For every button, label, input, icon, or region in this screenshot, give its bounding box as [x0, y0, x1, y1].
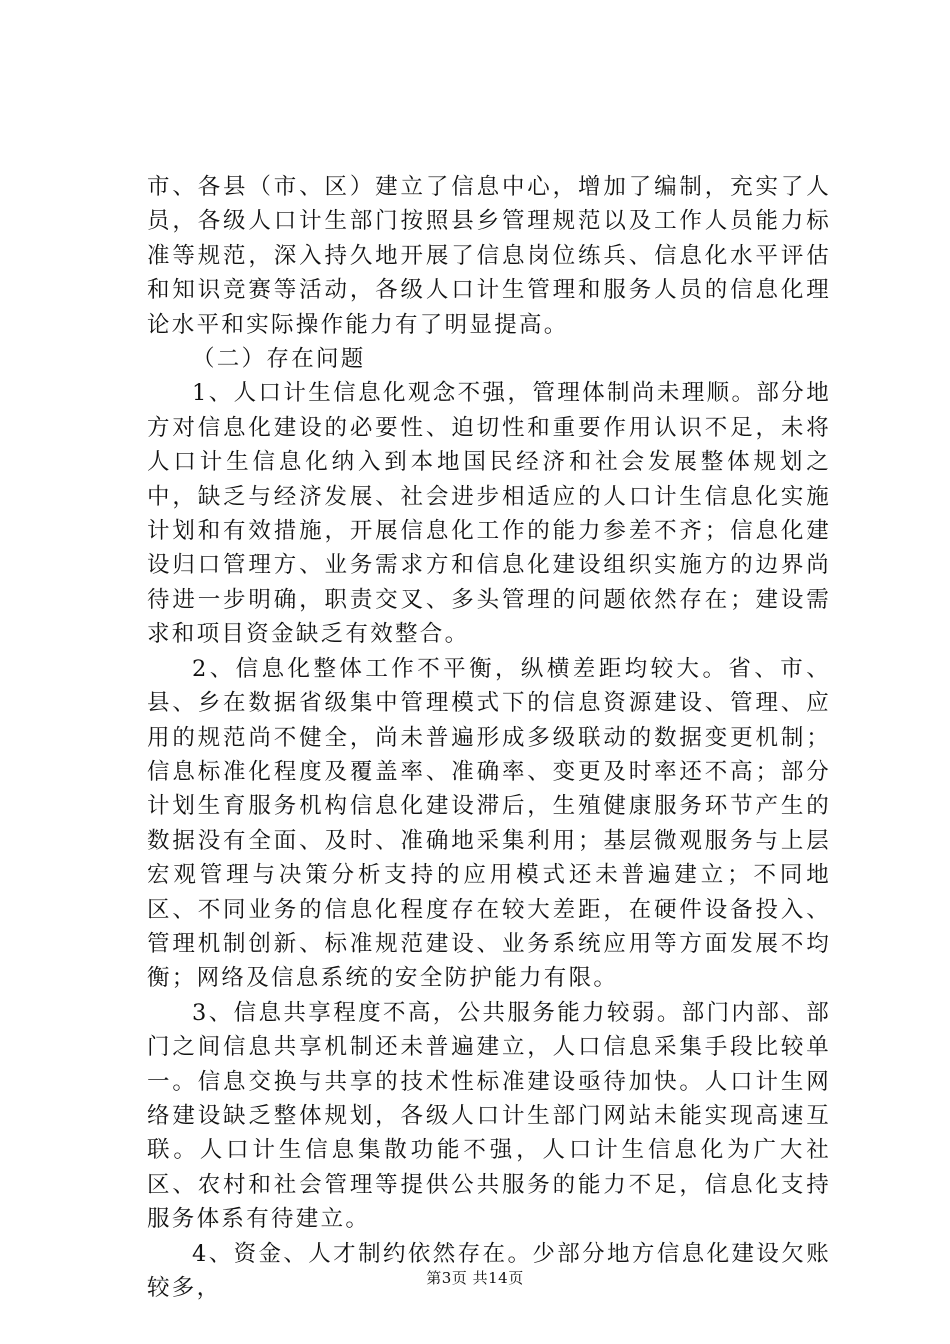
paragraph-problem-1: 1、人口计生信息化观念不强，管理体制尚未理顺。部分地方对信息化建设的必要性、迫切性和重要作用认识不足，未将人口计生信息化纳入到本地国民经济和社会发展整体规划之中，缺乏与经济发展、社会进步相适应的人口计生信息化实施计划和有效措施，开展信息化工作的能力参差不齐；信息化建设归口管理方、业务需求方和信息化建设组织实施方的边界尚待进一步明确，职责交叉、多头管理的问题依然存在；建设需求和项目资金缺乏有效整合。 [147, 380, 831, 648]
paragraph-problem-2: 2、信息化整体工作不平衡，纵横差距均较大。省、市、县、乡在数据省级集中管理模式下的信息资源建设、管理、应用的规范尚不健全，尚未普遍形成多级联动的数据变更机制；信息标准化程度及覆盖率、准确率、变更及时率还不高；部分计划生育服务机构信息化建设滞后，生殖健康服务环节产生的数据没有全面、及时、准确地采集利用；基层微观服务与上层宏观管理与决策分析支持的应用模式还未普遍建立；不同地区、不同业务的信息化程度存在较大差距，在硬件设备投入、管理机制创新、标准规范建设、业务系统应用等方面发展不均衡；网络及信息系统的安全防护能力有限。 [147, 655, 831, 992]
document-body [147, 170, 831, 1305]
page-number-footer: 第3页 共14页 [426, 1269, 524, 1287]
paragraph-problem-4: 4、资金、人才制约依然存在。少部分地方信息化建设欠账较多， [147, 1240, 831, 1301]
section-heading-existing-problems: （二）存在问题 [192, 346, 366, 373]
paragraph-problem-3: 3、信息共享程度不高，公共服务能力较弱。部门内部、部门之间信息共享机制还未普遍建立，人口信息采集手段比较单一。信息交换与共享的技术性标准建设亟待加快。人口计生网络建设缺乏整体规划，各级人口计生部门网站未能实现高速互联。人口计生信息集散功能不强，人口计生信息化为广大社区、农村和社会管理等提供公共服务的能力不足，信息化支持服务体系有待建立。 [147, 999, 831, 1233]
paragraph-continuation: 市、各县（市、区）建立了信息中心，增加了编制，充实了人员，各级人口计生部门按照县乡管理规范以及工作人员能力标准等规范，深入持久地开展了信息岗位练兵、信息化水平评估和知识竞赛等活动，各级人口计生管理和服务人员的信息化理论水平和实际操作能力有了明显提高。 [147, 174, 831, 338]
